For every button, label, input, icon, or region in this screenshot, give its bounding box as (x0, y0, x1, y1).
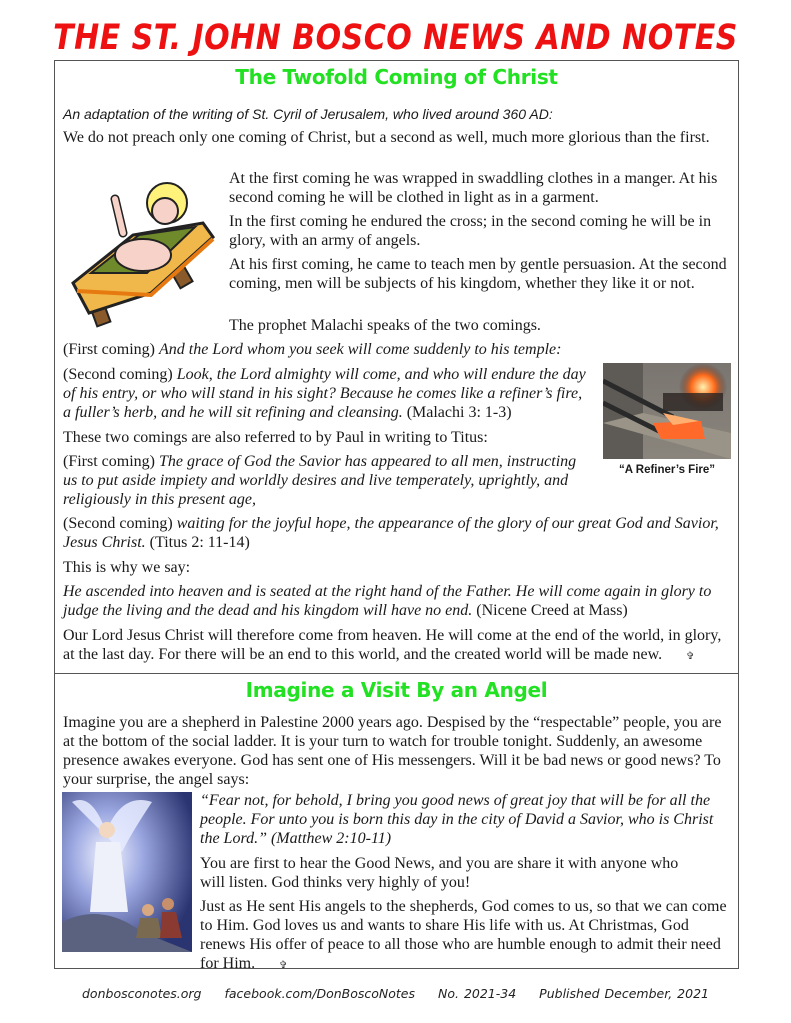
quote-text: “Fear not, for behold, I bring you good news of great joy that will be for all the people. For unto you is born this day in the city of David a Savior, who is Christ the Lord.” (Matthew 2:10-11) (200, 792, 714, 847)
website-link[interactable]: donbosconotes.org (82, 986, 202, 1001)
paragraph-text: Our Lord Jesus Christ will therefore come from heaven. He will come at the end of the world, in glory, at the last day. For there will be an end to this world, and the created world will be made new. (63, 627, 722, 663)
quote-label: (First coming) (63, 453, 155, 470)
quote-text: And the Lord whom you seek will come suddenly to his temple: (159, 341, 562, 358)
scripture-quote (63, 340, 728, 359)
refiners-fire-figure (603, 363, 731, 476)
paragraph: At his first coming, he came to teach men by gentle persuasion. At the second coming, men will be subjects of his kingdom, whether they like it or not. (229, 256, 727, 292)
angel-quote (200, 791, 732, 848)
issue-number: No. 2021-34 (438, 986, 517, 1001)
quote-label: (First coming) (63, 341, 155, 358)
quote-label: (Second coming) (63, 366, 173, 383)
paragraph: In the first coming he endured the cross; in the second coming he will be in glory, with an army of angels. (229, 213, 712, 249)
scripture-quote (63, 452, 583, 509)
quote-text: Look, the Lord almighty will come, and who will endure the day of his entry, or who will stand in his sight? Because he comes like a refiner’s fire, a fuller’s herb, and he will sit refining and cleansing. (63, 366, 586, 421)
quote-label: (Second coming) (63, 515, 173, 532)
paragraph-text: Just as He sent His angels to the shepherds, God comes to us, so that we can come to Him. God loves us and wants to share His life with us. At Christmas, God renews His offer of peace to all those who are humble enough to admit their need for Him. (200, 898, 727, 972)
paragraph: The prophet Malachi speaks of the two comings. (229, 317, 541, 334)
article-angel-visit (54, 673, 739, 972)
creed-quote (63, 582, 733, 620)
quote-reference: (Titus 2: 11-14) (149, 534, 250, 551)
scripture-quote (63, 514, 728, 552)
scripture-quote (63, 365, 593, 422)
article-twofold-coming (54, 60, 739, 674)
newsletter-masthead: THE ST. JOHN BOSCO NEWS AND NOTES (53, 18, 738, 59)
facebook-link[interactable]: facebook.com/DonBoscoNotes (224, 986, 416, 1001)
image-caption: “A Refiner’s Fire” (618, 464, 716, 476)
quote-reference: (Malachi 3: 1-3) (406, 404, 512, 421)
manger-image (63, 173, 223, 333)
paragraph: At the first coming he was wrapped in swaddling clothes in a manger. At his second coming he will be clothed in light as in a garment. (229, 170, 718, 206)
paragraph: This is why we say: (63, 559, 191, 576)
refiners-fire-image (603, 363, 731, 459)
article-intro: An adaptation of the writing of St. Cyril of Jerusalem, who lived around 360 AD: (63, 106, 553, 122)
cross-icon: ✞ (279, 960, 288, 971)
paragraph: These two comings are also referred to by Paul in writing to Titus: (63, 429, 488, 446)
closing-paragraph (63, 626, 728, 666)
creed-reference: (Nicene Creed at Mass) (476, 602, 628, 619)
publish-date: Published December, 2021 (539, 986, 709, 1001)
quote-text: waiting for the joyful hope, the appearance of the glory of our great God and Savior, Jesus Christ. (63, 515, 719, 551)
paragraph: You are first to hear the Good News, and you are share it with anyone who will listen. God thinks very highly of you! (200, 855, 679, 891)
page-footer (0, 986, 791, 1001)
paragraph: We do not preach only one coming of Christ, but a second as well, much more glorious than the first. (63, 129, 710, 146)
closing-paragraph (200, 897, 732, 975)
article-title: The Twofold Coming of Christ (235, 65, 558, 89)
article-title: Imagine a Visit By an Angel (245, 678, 548, 702)
paragraph: Imagine you are a shepherd in Palestine 2000 years ago. Despised by the “respectable” people, you are at the bottom of the social ladder. It is your turn to watch for trouble tonight. Suddenly, an awesome presence awakes everyone. God has sent one of His messengers. Will it be bad news or good news? To your surprise, the angel says: (63, 714, 722, 788)
cross-icon: ✞ (686, 651, 695, 662)
angel-shepherds-image (62, 792, 192, 952)
quote-text: The grace of God the Savior has appeared to all men, instructing us to put aside impiety and worldly desires and live temperately, uprightly, and religiously in this present age, (63, 453, 577, 508)
creed-text: He ascended into heaven and is seated at the right hand of the Father. He will come again in glory to judge the living and the dead and his kingdom will have no end. (63, 583, 712, 619)
